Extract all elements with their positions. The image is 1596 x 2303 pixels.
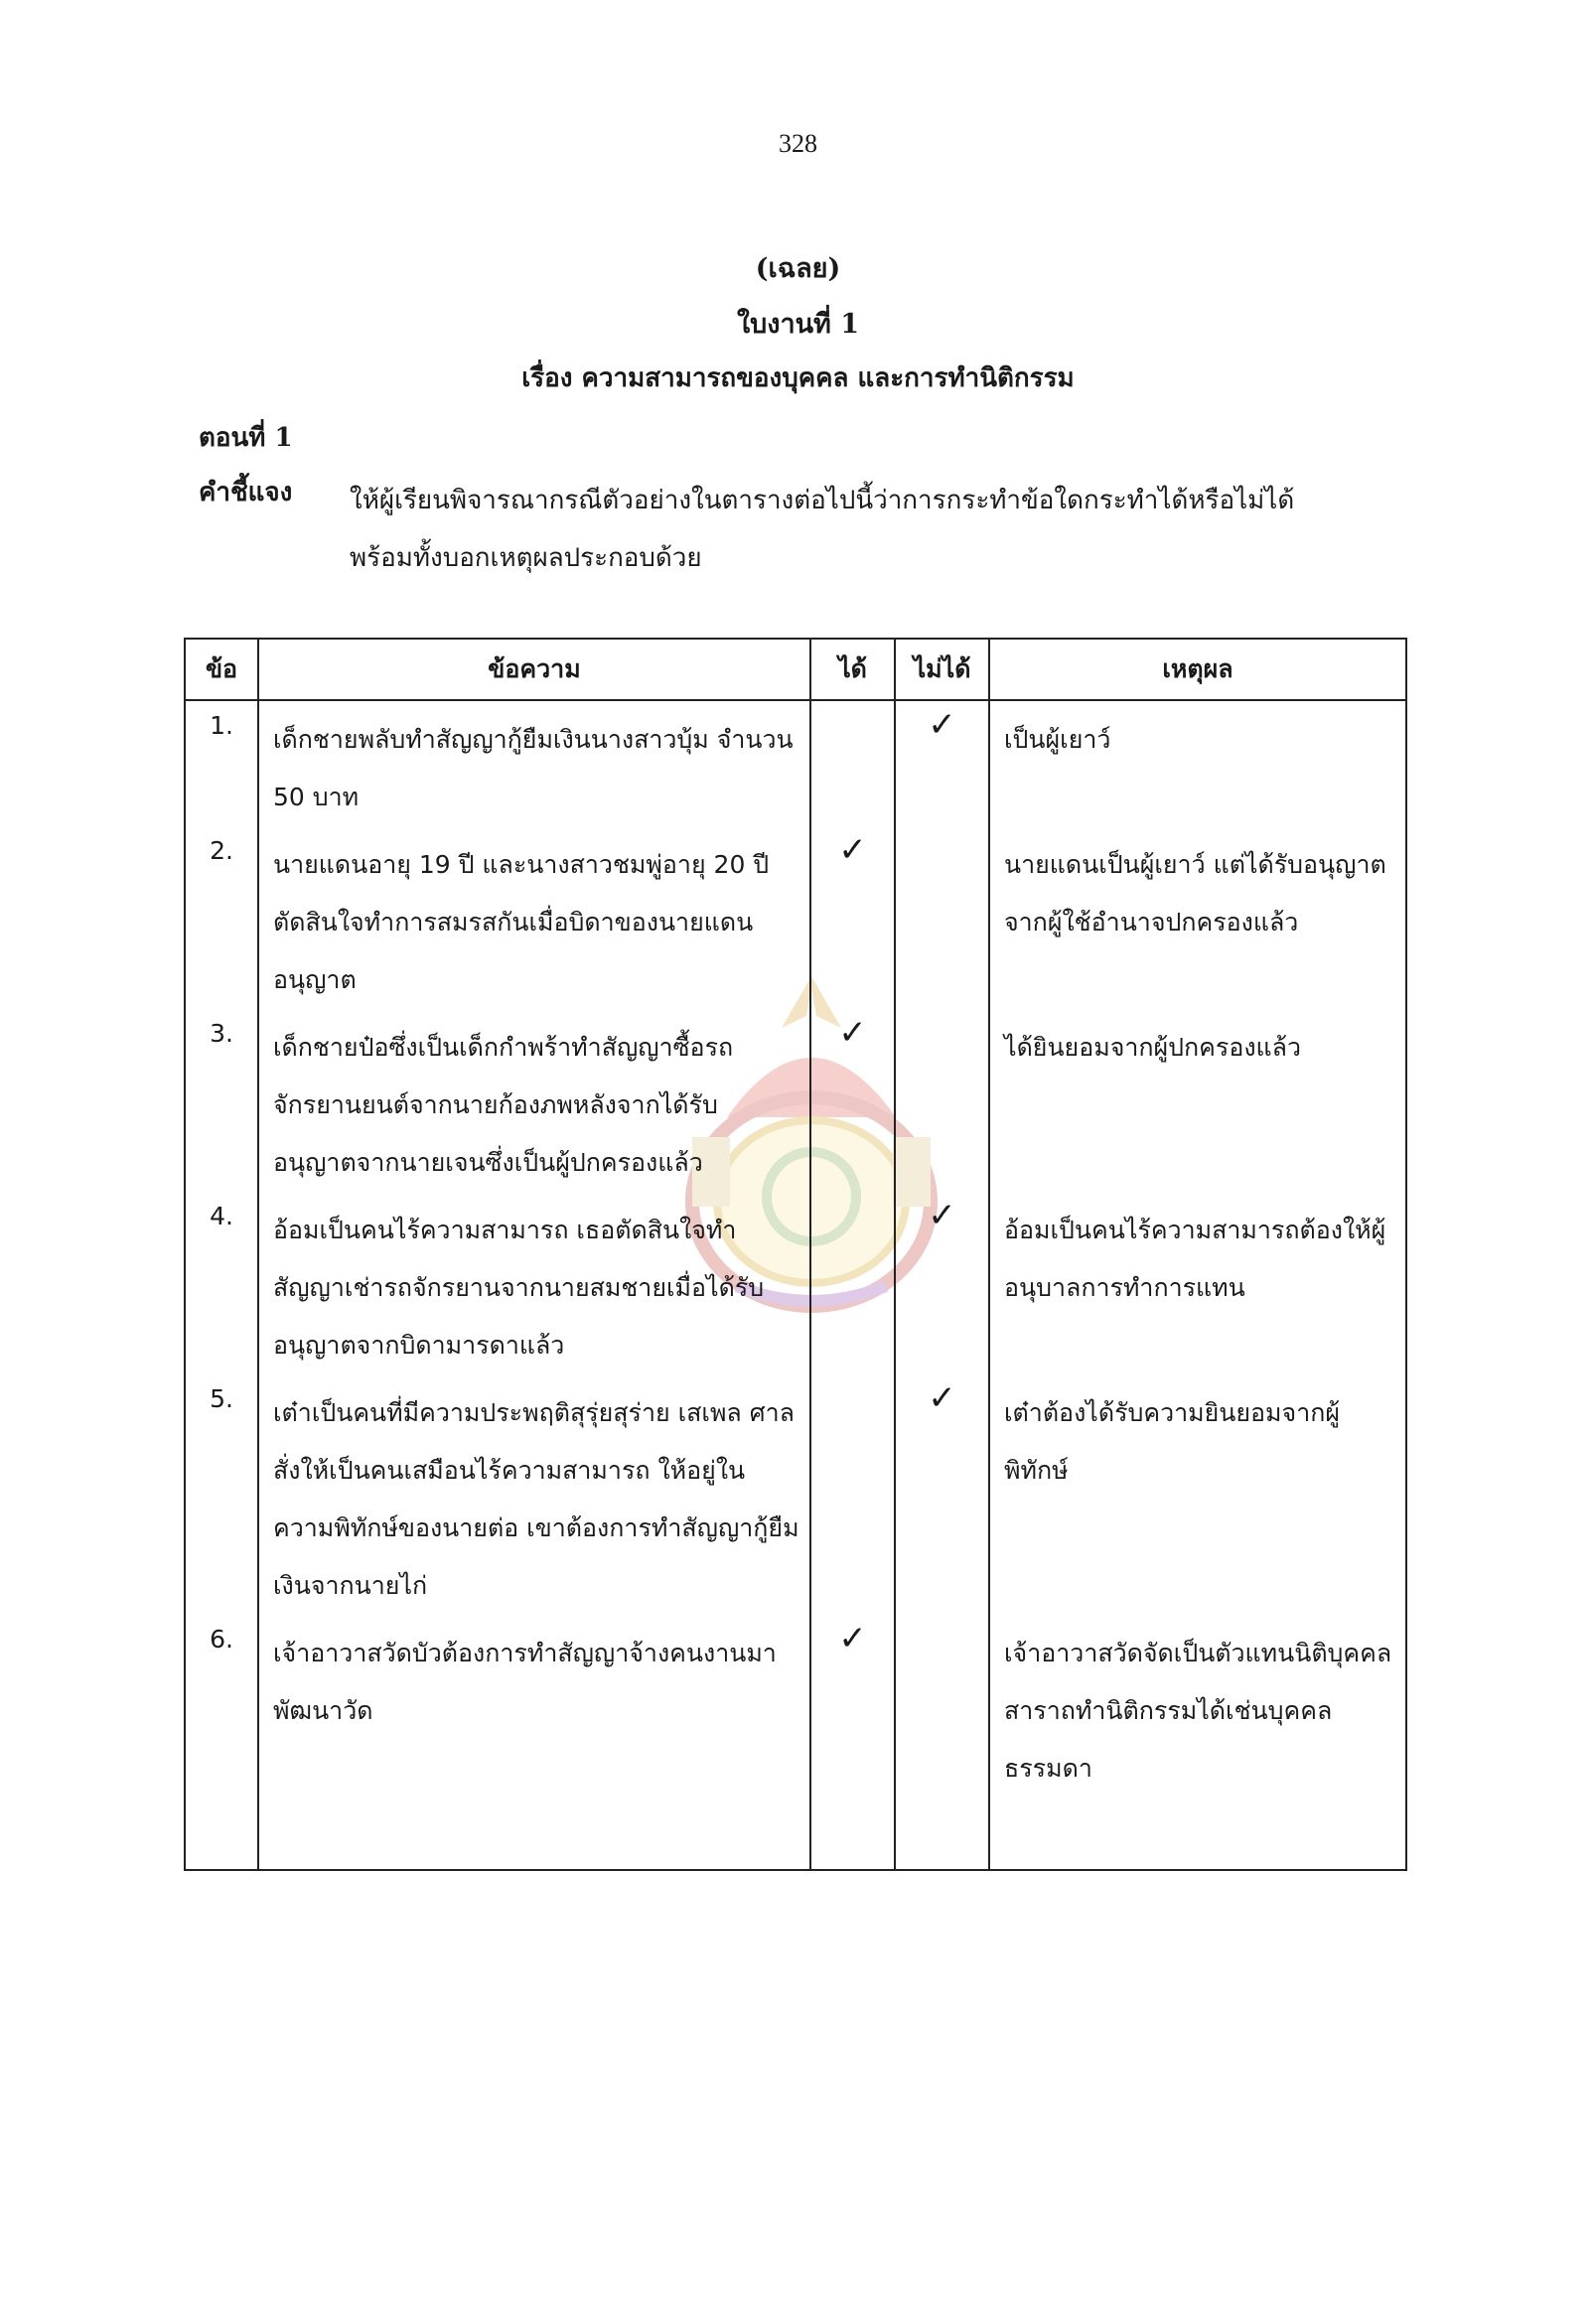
header-can: ได้ [810,639,895,700]
row-reason: เต๋าต้องได้รับความยินยอมจากผู้พิทักษ์ [989,1374,1406,1615]
row-can-mark [810,700,895,826]
row-number: 5. [185,1374,258,1615]
table-header-row [185,639,1406,700]
header-no: ข้อ [185,639,258,700]
empty-cell [258,1798,810,1870]
instruction-text [350,472,1343,587]
row-statement: เจ้าอาวาสวัดบัวต้องการทำสัญญาจ้างคนงานมาพัฒนาวัด [258,1615,810,1798]
row-number: 4. [185,1192,258,1374]
page-number: 328 [779,129,817,158]
check-mark-icon: ✓ [928,705,956,745]
row-statement: เด็กชายพลับทำสัญญากู้ยืมเงินนางสาวบุ้ม จำนวน 50 บาท [258,700,810,826]
check-mark-icon: ✓ [838,1619,867,1658]
part-label: ตอนที่ 1 [199,423,293,453]
check-mark-icon: ✓ [838,830,867,870]
header-reason: เหตุผล [989,639,1406,700]
table-row [185,700,1406,826]
row-cannot-mark [895,1009,989,1192]
empty-cell [185,1798,258,1870]
row-statement: เต๋าเป็นคนที่มีความประพฤติสุรุ่ยสุร่าย เสเพล ศาลสั่งให้เป็นคนเสมือนไร้ความสามารถ ให้อยู่ในความพิทักษ์ของนายต่อ เขาต้องการทำสัญญากู้ยืมเงินจากนายไก่ [258,1374,810,1615]
row-reason: ได้ยินยอมจากผู้ปกครองแล้ว [989,1009,1406,1192]
empty-cell [895,1798,989,1870]
row-cannot-mark [895,700,989,826]
empty-cell [989,1798,1406,1870]
instruction-line-2: พร้อมทั้งบอกเหตุผลประกอบด้วย [350,543,702,573]
answer-key-label: (เฉลย) [755,253,841,284]
table-spacer-row [185,1798,1406,1870]
row-number: 1. [185,700,258,826]
header-statement: ข้อความ [258,639,810,700]
row-statement: นายแดนอายุ 19 ปี และนางสาวชมพู่อายุ 20 ปี ตัดสินใจทำการสมรสกันเมื่อบิดาของนายแดนอนุญาต [258,826,810,1009]
row-reason: เจ้าอาวาสวัดจัดเป็นตัวแทนนิติบุคคล สาราถทำนิติกรรมได้เช่นบุคคลธรรมดา [989,1615,1406,1798]
row-reason: เป็นผู้เยาว์ [989,700,1406,826]
instruction-line-1: ให้ผู้เรียนพิจารณากรณีตัวอย่างในตารางต่อไปนี้ว่าการกระทำข้อใดกระทำได้หรือไม่ได้ [350,486,1295,515]
row-reason: อ้อมเป็นคนไร้ความสามารถต้องให้ผู้อนุบาลการทำการแทน [989,1192,1406,1374]
instruction-label: คำชี้แจง [199,478,293,507]
row-cannot-mark [895,1192,989,1374]
check-mark-icon: ✓ [928,1196,956,1235]
row-statement: เด็กชายป๋อซึ่งเป็นเด็กกำพร้าทำสัญญาซื้อรถจักรยานยนต์จากนายก้องภพหลังจากได้รับอนุญาตจากนายเจนซึ่งเป็นผู้ปกครองแล้ว [258,1009,810,1192]
empty-cell [810,1798,895,1870]
check-mark-icon: ✓ [838,1013,867,1053]
row-cannot-mark [895,1374,989,1615]
row-number: 3. [185,1009,258,1192]
table-row [185,1009,1406,1192]
table-row [185,1192,1406,1374]
row-statement: อ้อมเป็นคนไร้ความสามารถ เธอตัดสินใจทำสัญญาเช่ารถจักรยานจากนายสมชายเมื่อได้รับอนุญาตจากบิดามารดาแล้ว [258,1192,810,1374]
row-cannot-mark [895,1615,989,1798]
check-mark-icon: ✓ [928,1378,956,1418]
table-row [185,1374,1406,1615]
worksheet-title: ใบงานที่ 1 [736,309,860,340]
row-can-mark [810,826,895,1009]
row-number: 2. [185,826,258,1009]
row-cannot-mark [895,826,989,1009]
row-can-mark [810,1374,895,1615]
row-number: 6. [185,1615,258,1798]
row-can-mark [810,1192,895,1374]
header-cannot: ไม่ได้ [895,639,989,700]
table-row [185,1615,1406,1798]
row-reason: นายแดนเป็นผู้เยาว์ แต่ได้รับอนุญาตจากผู้ใช้อำนาจปกครองแล้ว [989,826,1406,1009]
row-can-mark [810,1009,895,1192]
table-row [185,826,1406,1009]
row-can-mark [810,1615,895,1798]
answer-table [184,638,1407,1871]
worksheet-subject: เรื่อง ความสามารถของบุคคล และการทำนิติกรรม [521,363,1075,393]
